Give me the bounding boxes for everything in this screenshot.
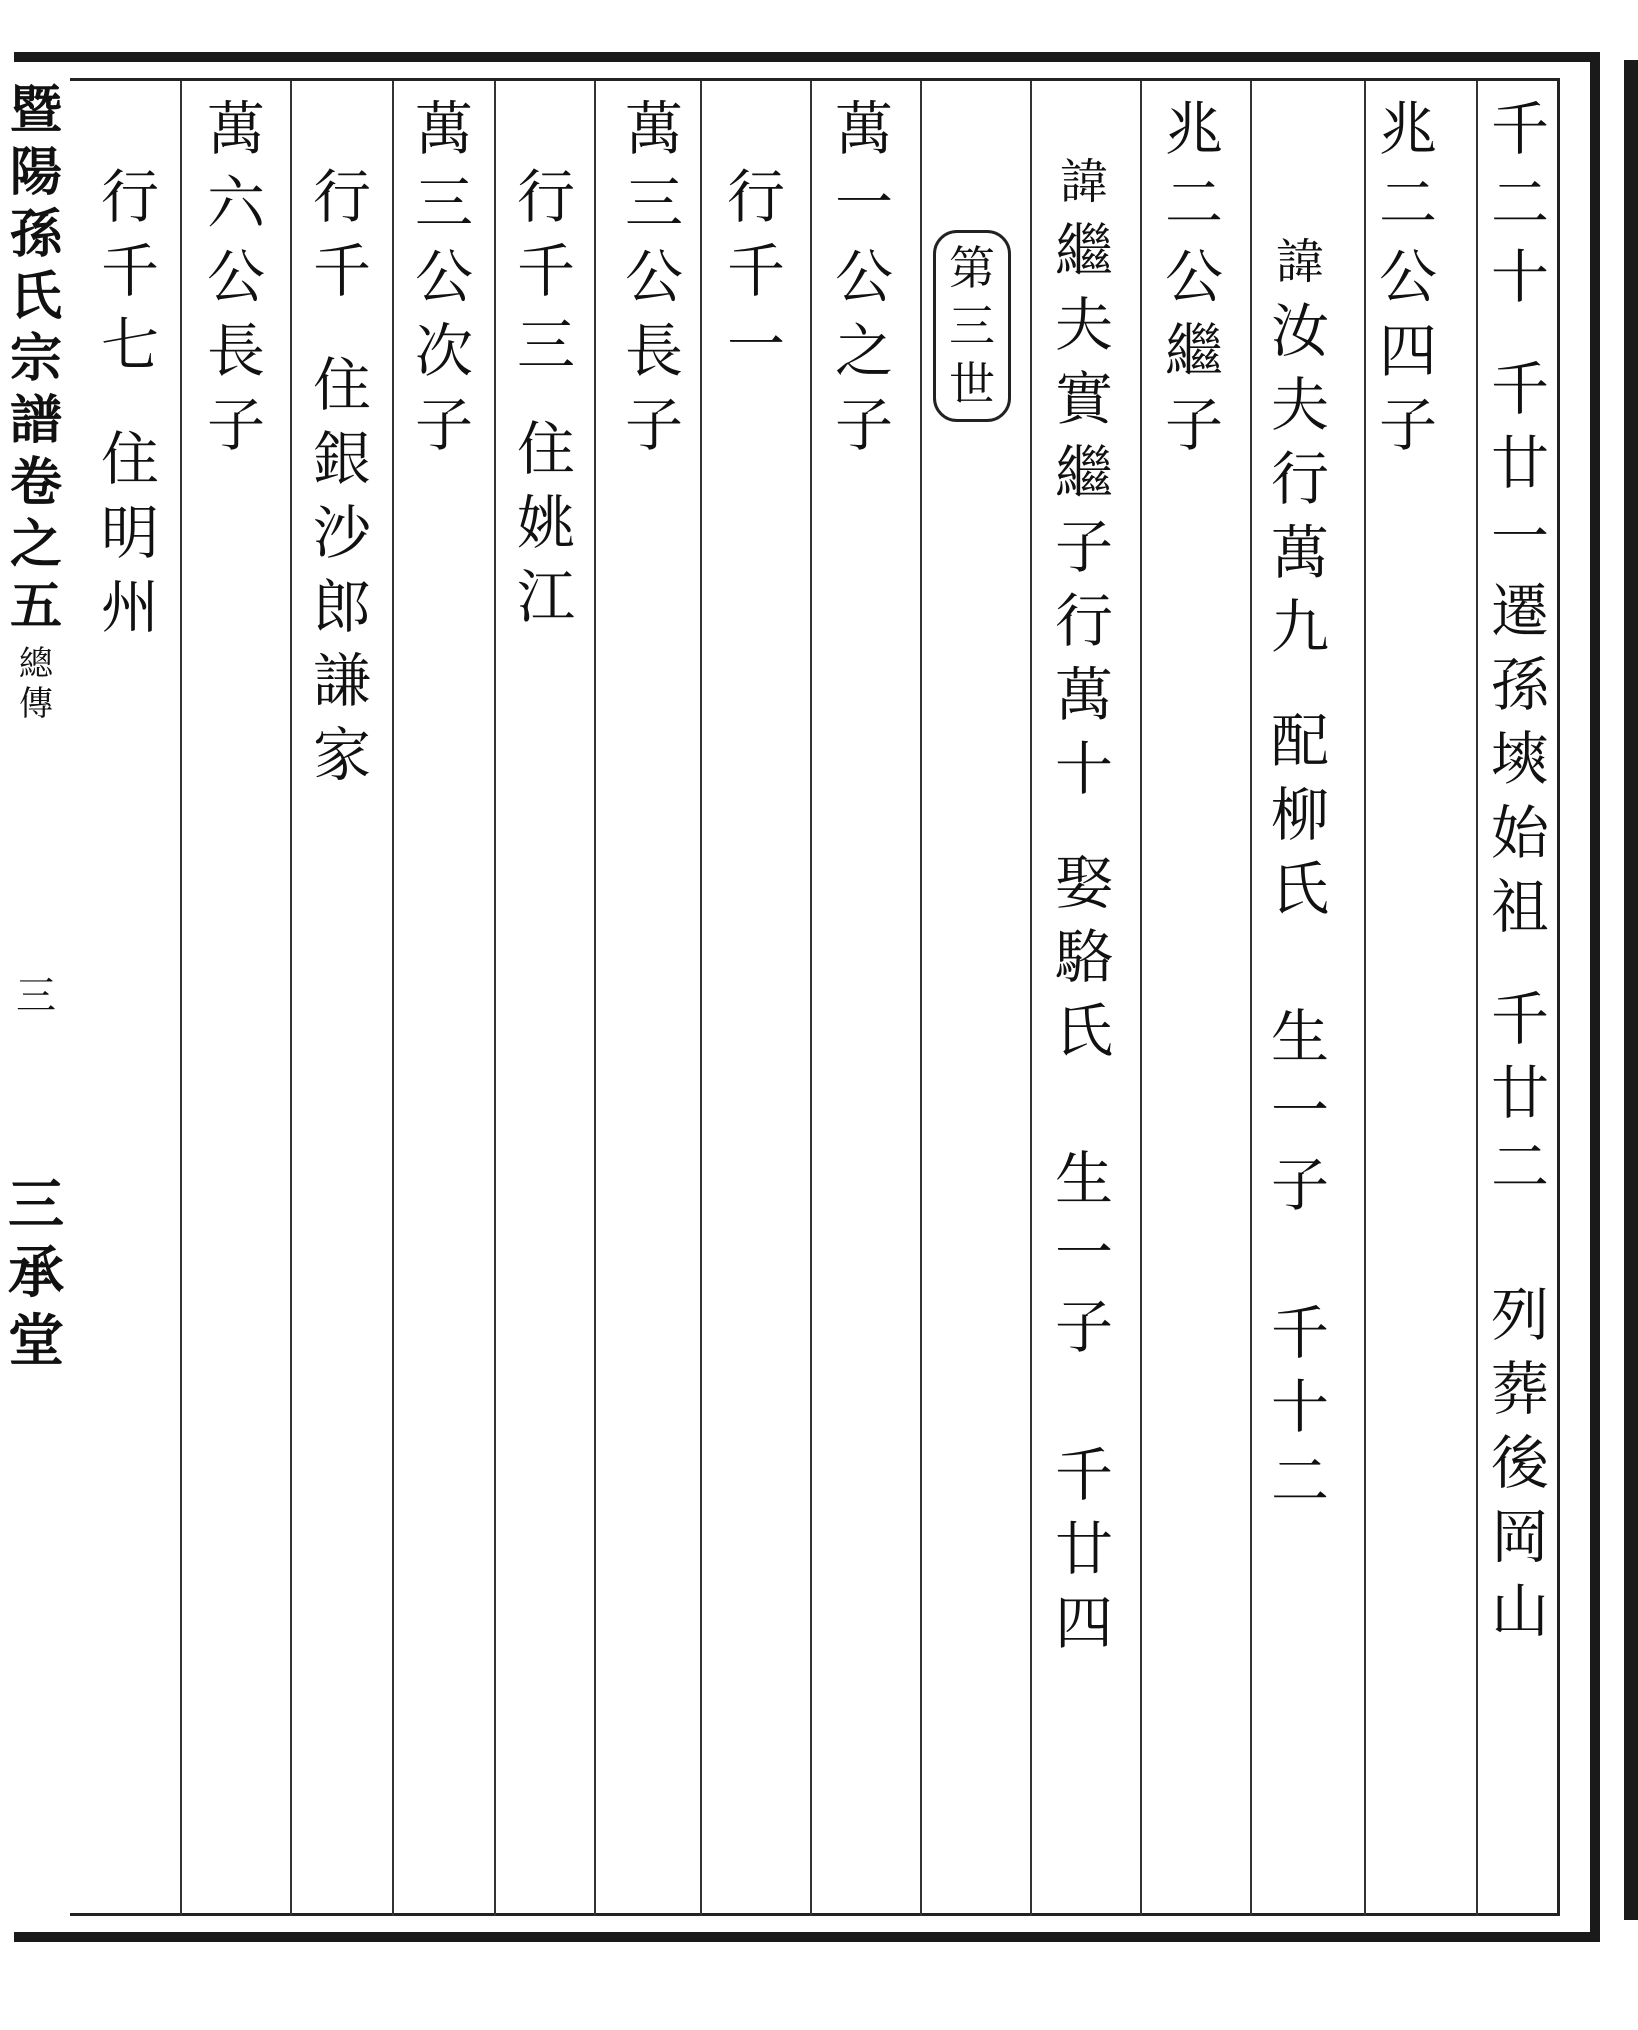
text-column-6 [718, 160, 794, 1960]
column-rule [1250, 81, 1252, 1916]
column-rule [700, 81, 702, 1916]
column-rule [180, 81, 182, 1916]
text-column-1 [1482, 92, 1558, 1892]
column-rule [290, 81, 292, 1916]
text-column-5 [826, 92, 902, 1892]
column-heading: 萬 三 公 長 子 [624, 95, 683, 459]
text-column-2-detail [1262, 230, 1338, 2030]
taboo-marker: 諱 [1059, 154, 1108, 210]
column-text: 行 千 三 [516, 163, 575, 379]
genealogy-title: 暨 陽 孫 氏 宗 譜 [9, 80, 62, 451]
text-column-11 [198, 92, 274, 1892]
column-text: 住 姚 江 [516, 415, 575, 631]
column-text: 住 銀 沙 郎 謙 家 [312, 351, 371, 789]
generation-badge: 第 三 世 [933, 230, 1011, 422]
column-rule [1476, 81, 1478, 1916]
column-text: 千 廿 二 列 葬 後 岡 山 [1490, 985, 1549, 1645]
text-column-12 [92, 160, 168, 1960]
text-column-7 [616, 92, 692, 1892]
column-rule [392, 81, 394, 1916]
column-rule [494, 81, 496, 1916]
column-text: 配 柳 氏 生 一 子 千 十 二 [1270, 707, 1329, 1515]
generation-badge-column [934, 230, 1010, 2030]
column-rule [810, 81, 812, 1916]
page-number: 三 [16, 973, 56, 1019]
column-rule [920, 81, 922, 1916]
column-text: 行 千 七 [100, 163, 159, 379]
column-text: 娶 駱 氏 生 一 子 千 廿 四 [1054, 849, 1113, 1657]
column-heading: 萬 六 公 長 子 [206, 95, 265, 459]
column-rule [1030, 81, 1032, 1916]
column-text: 繼 夫 實 繼 子 行 萬 十 [1054, 217, 1113, 803]
section-label: 總 傳 [19, 644, 53, 724]
column-heading: 萬 一 公 之 子 [834, 95, 893, 459]
column-rule [1364, 81, 1366, 1916]
taboo-marker: 諱 [1275, 234, 1324, 290]
column-text: 汝 夫 行 萬 九 [1270, 297, 1329, 661]
volume-label: 卷 之 五 [9, 452, 62, 637]
column-text: 行 千 一 [726, 163, 785, 379]
column-text: 千 廿 一 遷 孫 塽 始 祖 [1490, 355, 1549, 941]
margin-column [8, 80, 64, 1910]
column-rule [1140, 81, 1142, 1916]
column-text: 住 明 州 [100, 425, 159, 641]
column-heading: 千 二 十 [1490, 95, 1549, 311]
hall-name: 三 承 堂 [8, 1172, 64, 1374]
text-column-3 [1156, 92, 1232, 1892]
text-column-9 [406, 92, 482, 1892]
column-heading: 兆 二 公 繼 子 [1164, 95, 1223, 459]
column-text: 行 千 [312, 163, 371, 305]
text-column-10 [304, 160, 380, 1960]
column-heading: 兆 二 公 四 子 [1378, 95, 1437, 459]
text-column-2 [1370, 92, 1446, 1892]
column-heading: 萬 三 公 次 子 [414, 95, 473, 459]
text-column-8 [508, 160, 584, 1960]
text-column-3-detail [1046, 150, 1122, 1950]
column-rule [594, 81, 596, 1916]
right-edge-strip [1624, 60, 1638, 1920]
